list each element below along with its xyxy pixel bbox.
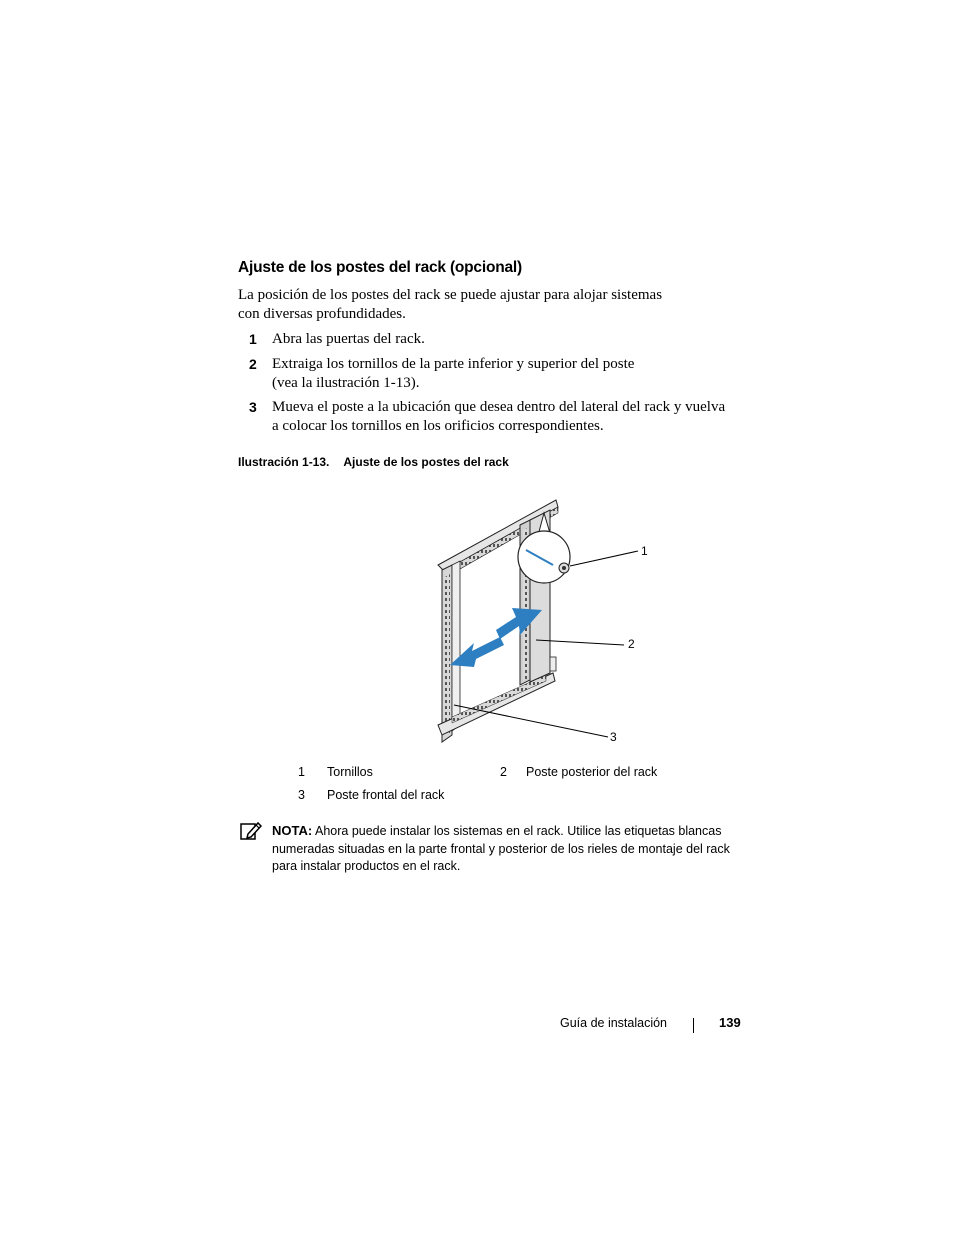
callout-1: 1 xyxy=(641,544,648,558)
note-line-3: para instalar productos en el rack. xyxy=(272,859,461,873)
step-3-line-1: Mueva el poste a la ubicación que desea dentro del lateral del rack y vuelva xyxy=(272,399,726,415)
rack-post-illustration xyxy=(428,495,668,755)
step-3-number: 3 xyxy=(249,399,257,415)
page-number: 139 xyxy=(719,1015,741,1030)
step-2-line-1: Extraiga los tornillos de la parte inferior y superior del poste xyxy=(272,356,635,372)
step-3-line-2: a colocar los tornillos en los orificios correspondientes. xyxy=(272,417,604,434)
legend-3-label: Poste frontal del rack xyxy=(327,788,445,802)
legend-3-number: 3 xyxy=(298,788,305,802)
note-block xyxy=(272,822,742,876)
footer-title: Guía de instalación xyxy=(560,1016,668,1030)
footer-divider xyxy=(693,1018,694,1033)
note-label: NOTA: xyxy=(272,823,313,838)
figure-caption-label: Ilustración 1-13. xyxy=(238,455,330,469)
callout-2: 2 xyxy=(628,637,635,651)
figure-caption xyxy=(238,455,509,469)
figure-caption-title: Ajuste de los postes del rack xyxy=(343,455,509,469)
legend-2-number: 2 xyxy=(500,765,507,779)
intro-line-1: La posición de los postes del rack se puede ajustar para alojar sistemas xyxy=(238,287,663,303)
step-2-line-2: (vea la ilustración 1-13). xyxy=(272,374,420,391)
note-pencil-icon xyxy=(240,821,262,846)
legend-1-number: 1 xyxy=(298,765,305,779)
callout-3: 3 xyxy=(610,730,617,744)
intro-paragraph xyxy=(238,286,708,323)
intro-line-2: con diversas profundidades. xyxy=(238,305,406,322)
step-1-number: 1 xyxy=(249,331,257,347)
note-line-2: numeradas situadas en la parte frontal y posterior de los rieles de montaje del rack xyxy=(272,841,730,856)
section-heading: Ajuste de los postes del rack (opcional) xyxy=(238,259,522,276)
legend-1-label: Tornillos xyxy=(327,765,373,779)
note-line-1: Ahora puede instalar los sistemas en el rack. Utilice las etiquetas blancas xyxy=(315,824,722,838)
step-1-line-1: Abra las puertas del rack. xyxy=(272,331,425,347)
step-2-number: 2 xyxy=(249,356,257,372)
legend-2-label: Poste posterior del rack xyxy=(526,765,658,779)
